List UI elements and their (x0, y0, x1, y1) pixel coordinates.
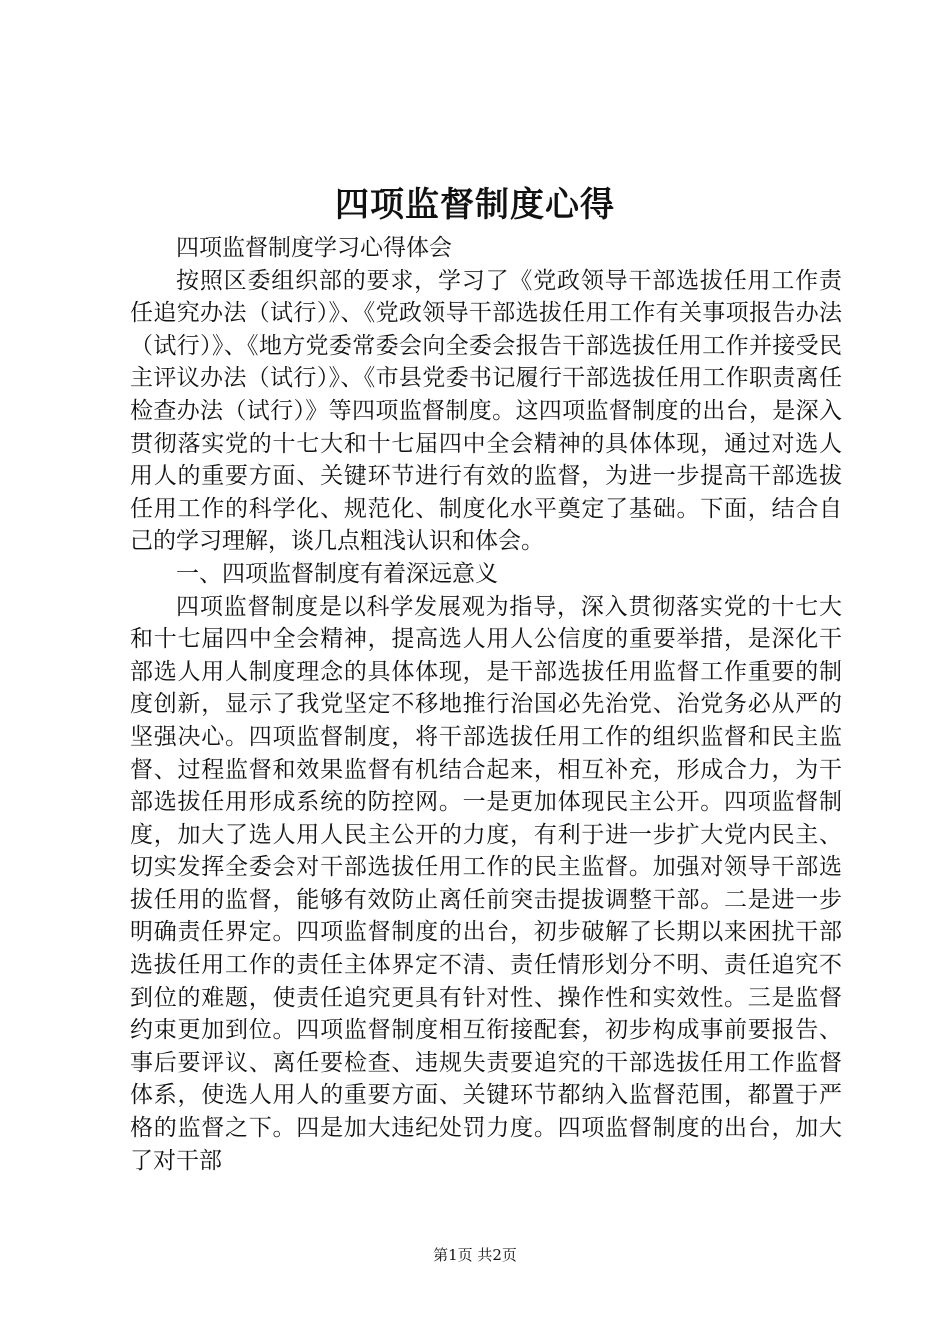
page-number-footer: 第1页 共2页 (433, 1246, 517, 1264)
intro-paragraph: 按照区委组织部的要求，学习了《党政领导干部选拔任用工作责任追究办法（试行）》、《党政领导干部选拔任用工作有关事项报告办法（试行）》、《地方党委常委会向全委会报告干部选拔任用工作并接受民主评议办法（试行）》、《市县党委书记履行干部选拔任用工作职责离任检查办法（试行）》等四项监督制度。这四项监督制度的出台，是深入贯彻落实党的十七大和十七届四中全会精神的具体体现，通过对选人用人的重要方面、关键环节进行有效的监督，为进一步提高干部选拔任用工作的科学化、规范化、制度化水平奠定了基础。下面，结合自己的学习理解，谈几点粗浅认识和体会。 (130, 267, 842, 555)
subtitle-paragraph: 四项监督制度学习心得体会 (176, 235, 452, 261)
document-title: 四项监督制度心得 (335, 185, 615, 225)
section-heading: 一、四项监督制度有着深远意义 (176, 560, 498, 587)
body-paragraph: 四项监督制度是以科学发展观为指导，深入贯彻落实党的十七大和十七届四中全会精神，提高选人用人公信度的重要举措，是深化干部选人用人制度理念的具体体现，是干部选拔任用监督工作重要的制度创新，显示了我党坚定不移地推行治国必先治党、治党务必从严的坚强决心。四项监督制度，将干部选拔任用工作的组织监督和民主监督、过程监督和效果监督有机结合起来，相互补充，形成合力，为干部选拔任用形成系统的防控网。一是更加体现民主公开。四项监督制度，加大了选人用人民主公开的力度，有利于进一步扩大党内民主、切实发挥全委会对干部选拔任用工作的民主监督。加强对领导干部选拔任用的监督，能够有效防止离任前突击提拔调整干部。二是进一步明确责任界定。四项监督制度的出台，初步破解了长期以来困扰干部选拔任用工作的责任主体界定不清、责任情形划分不明、责任追究不到位的难题，使责任追究更具有针对性、操作性和实效性。三是监督约束更加到位。四项监督制度相互衔接配套，初步构成事前要报告、事后要评议、离任要检查、违规失责要追究的干部选拔任用工作监督体系，使选人用人的重要方面、关键环节都纳入监督范围，都置于严格的监督之下。四是加大违纪处罚力度。四项监督制度的出台，加大了对干部 (130, 593, 842, 1174)
document-body (130, 232, 842, 1177)
